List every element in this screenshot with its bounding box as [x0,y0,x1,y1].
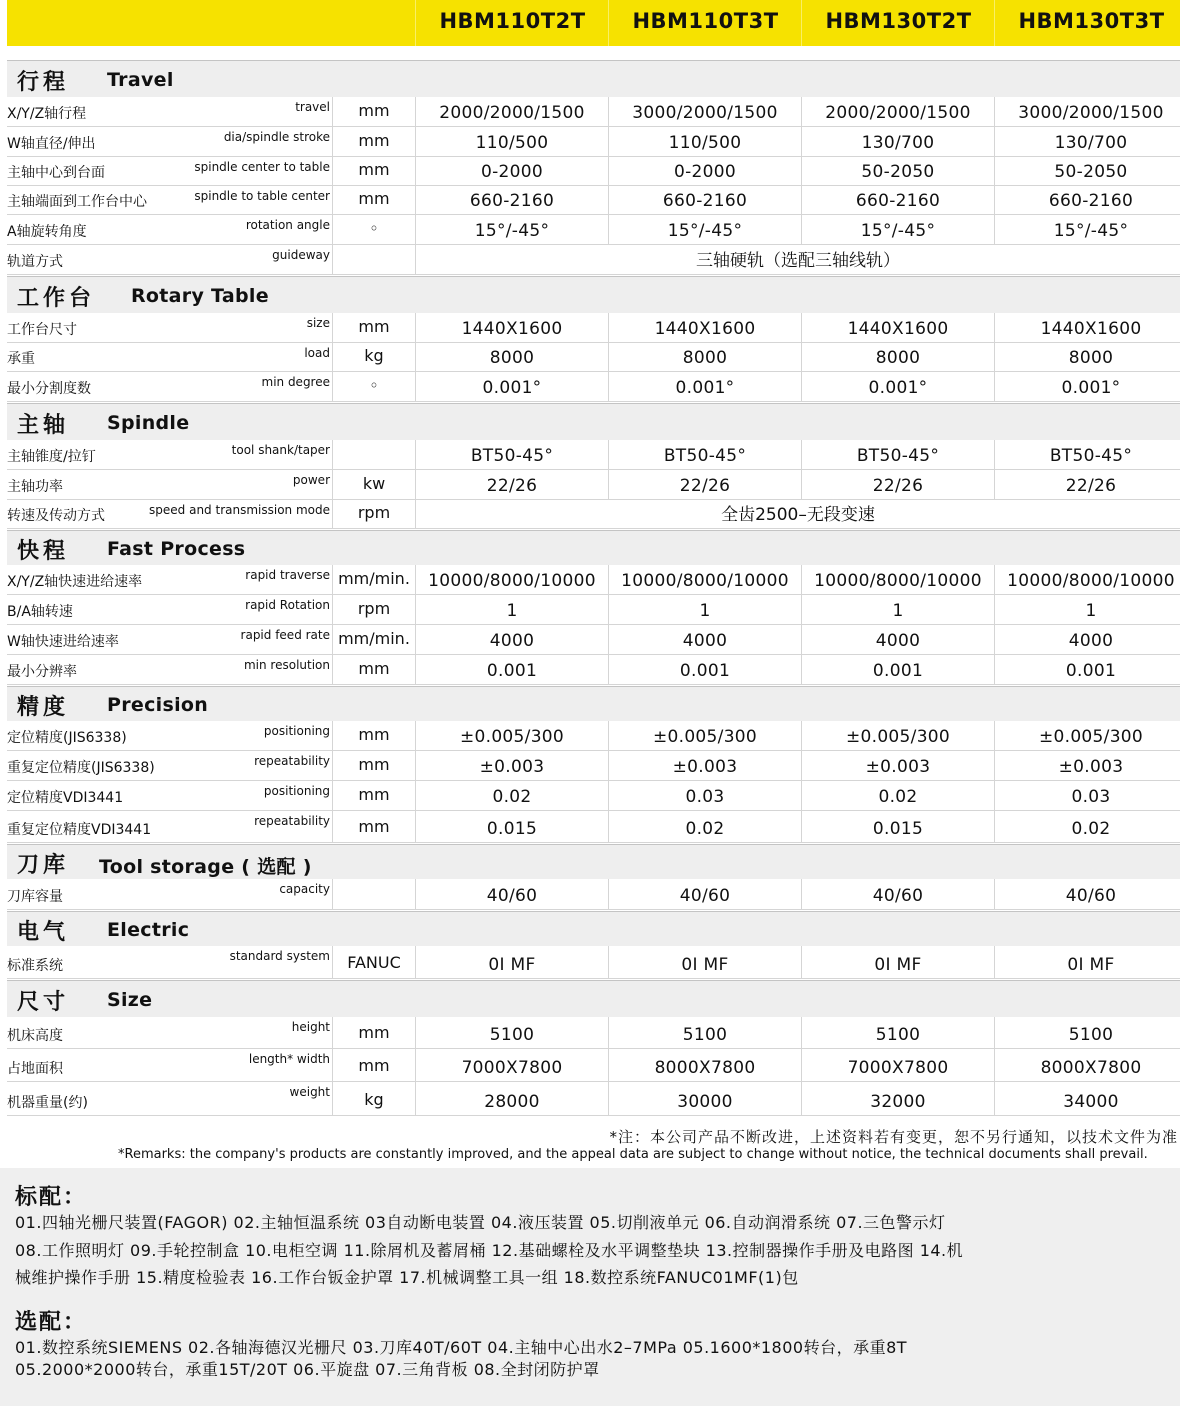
section-title-cn: 电气 [17,920,70,945]
spec-row [7,1017,1180,1049]
value-cell: 110/500 [668,133,742,153]
value-cell: 34000 [1063,1092,1119,1112]
param-name-cn: 主轴中心到台面 [7,165,105,181]
section-title-en: Electric [107,919,190,941]
value-cell: 40/60 [486,886,538,906]
section-title-cn: 行程 [17,70,70,95]
value-cell: 130/700 [1054,133,1128,153]
param-name-en: rapid Rotation [245,598,330,612]
value-cell: 10000/8000/10000 [814,571,982,591]
note-english: *Remarks: the company's products are constantly improved, and the appeal data are subject to change without notice, the technical documents shall prevail. [118,1147,1148,1162]
param-name-en: repeatability [254,754,330,768]
unit-cell: ◦ [369,376,379,395]
value-cell: ±0.005/300 [652,727,758,747]
value-cell: 660-2160 [469,191,555,211]
param-name-cn: 最小分辨率 [7,664,77,680]
value-cell: 22/26 [486,476,538,496]
param-name-en: standard system [229,949,330,963]
value-cell: 0.001 [1065,661,1117,681]
section-header [7,530,1180,565]
spec-row [7,127,1180,157]
param-name-cn: 工作台尺寸 [7,322,77,338]
param-name-en: power [292,473,330,487]
section-title-cn: 刀库 [17,853,70,878]
value-cell: 0.001° [868,378,928,398]
unit-cell: kw [362,474,386,493]
param-name-en: dia/spindle stroke [223,130,330,144]
unit-cell: mm [358,101,390,120]
value-cell: 10000/8000/10000 [621,571,789,591]
value-cell: BT50-45° [1049,446,1133,466]
value-cell: 5100 [682,1025,728,1045]
param-name-cn: A轴旋转角度 [7,224,87,240]
spec-row [7,946,1180,979]
param-name-en: repeatability [254,814,330,828]
value-cell: 3000/2000/1500 [1018,103,1164,123]
value-cell: 0.03 [1071,787,1111,807]
spec-row [7,595,1180,625]
param-name-cn: 标准系统 [7,958,63,974]
spec-row [7,440,1180,470]
param-name-en: weight [289,1085,330,1099]
value-cell: 32000 [870,1092,926,1112]
spec-row [7,781,1180,811]
spec-row [7,811,1180,843]
param-name-cn: 定位精度VDI3441 [7,790,124,806]
optional-line: 01.数控系统SIEMENS 02.各轴海德汉光栅尺 03.刀库40T/60T 04.主轴中心出水2–7MPa 05.1600*1800转台，承重8T [15,1338,908,1357]
value-cell: 110/500 [475,133,549,153]
unit-cell: mm [358,131,390,150]
spec-row [7,157,1180,186]
param-name-en: travel [295,100,330,114]
value-cell: ±0.003 [865,757,931,777]
unit-cell: mm [358,659,390,678]
spec-row [7,500,1180,529]
value-cell: BT50-45° [470,446,554,466]
value-cell: 4000 [489,631,535,651]
value-cell: 0.015 [872,819,924,839]
value-cell: 1440X1600 [654,319,756,339]
section-header [7,911,1180,946]
value-cell: ±0.003 [1058,757,1124,777]
value-cell: ±0.005/300 [845,727,951,747]
value-cell: 0I MF [681,955,729,975]
unit-cell: mm/min. [338,629,410,648]
standard-title: 标配： [15,1185,88,1210]
note-chinese: *注：本公司产品不断改进，上述资料若有变更，恕不另行通知，以技术文件为准 [609,1128,1178,1146]
unit-cell: mm [358,160,390,179]
value-cell: 0.001° [675,378,735,398]
param-name-en: positioning [263,784,330,798]
param-name-en: capacity [279,882,330,896]
value-cell: 7000X7800 [461,1058,563,1078]
value-cell: 22/26 [679,476,731,496]
section-title-cn: 精度 [17,695,70,720]
value-cell: 7000X7800 [847,1058,949,1078]
value-cell: 8000 [875,348,921,368]
value-cell: 0I MF [1067,955,1115,975]
value-cell: 0.02 [685,819,725,839]
accessories-panel [0,1168,1180,1406]
param-name-cn: 重复定位精度(JIS6338) [7,760,155,776]
section-header [7,60,1180,97]
param-name-cn: 刀库容量 [7,889,63,905]
value-cell: 15°/-45° [667,221,743,241]
value-cell: ±0.003 [479,757,545,777]
spec-row [7,372,1180,402]
param-name-en: load [304,346,330,360]
section-header [7,276,1180,313]
unit-cell: mm [358,1056,390,1075]
spec-row [7,751,1180,781]
param-name-en: min resolution [243,658,330,672]
unit-cell: kg [364,346,384,365]
optional-line: 05.2000*2000转台，承重15T/20T 06.平旋盘 07.三角背板 08.全封闭防护罩 [15,1360,600,1379]
spec-row [7,245,1180,275]
value-cell: 1440X1600 [461,319,563,339]
value-cell: 0I MF [874,955,922,975]
value-cell: 660-2160 [1048,191,1134,211]
param-name-en: rapid traverse [245,568,330,582]
value-cell: 8000X7800 [654,1058,756,1078]
model-name: HBM130T2T [825,9,972,33]
value-cell: 3000/2000/1500 [632,103,778,123]
value-cell: 0.001 [872,661,924,681]
value-cell: 0.03 [685,787,725,807]
value-cell: 10000/8000/10000 [428,571,596,591]
section-header [7,686,1180,721]
value-cell: 0I MF [488,955,536,975]
value-cell: 10000/8000/10000 [1007,571,1175,591]
standard-line: 01.四轴光栅尺装置(FAGOR) 02.主轴恒温系统 03自动断电装置 04.液压装置 05.切削液单元 06.自动润滑系统 07.三色警示灯 [15,1213,946,1232]
param-name-en: spindle to table center [194,189,330,203]
value-cell: 660-2160 [855,191,941,211]
param-name-cn: X/Y/Z轴快速进给速率 [7,574,143,590]
param-name-en: length* width [248,1052,330,1066]
value-cell: 4000 [1068,631,1114,651]
param-name-cn: 占地面积 [7,1061,63,1077]
unit-cell: mm [358,317,390,336]
section-title-cn: 尺寸 [17,990,70,1015]
param-name-en: speed and transmission mode [149,503,330,517]
optional-title: 选配： [15,1310,88,1335]
value-cell: 0.02 [1071,819,1111,839]
value-cell: 40/60 [872,886,924,906]
param-name-en: rotation angle [245,218,330,232]
unit-cell: FANUC [347,953,401,972]
value-cell: 660-2160 [662,191,748,211]
section-title-cn: 主轴 [17,413,70,438]
param-name-en: height [291,1020,330,1034]
value-cell: 1 [1085,601,1097,621]
value-cell: 0.015 [486,819,538,839]
value-cell: 0.001 [486,661,538,681]
value-cell: 0.02 [878,787,918,807]
section-title-en: Travel [107,69,174,91]
standard-line: 08.工作照明灯 09.手轮控制盒 10.电柜空调 11.除屑机及蓄屑桶 12.基础螺栓及水平调整垫块 13.控制器操作手册及电路图 14.机 [15,1241,964,1260]
param-name-cn: 最小分割度数 [7,381,91,397]
unit-cell: kg [364,1090,384,1109]
section-title-cn: 快程 [17,539,70,564]
value-cell: 2000/2000/1500 [825,103,971,123]
model-name: HBM110T2T [439,9,586,33]
value-cell: 30000 [677,1092,733,1112]
column-divider [332,440,333,469]
value-cell: 4000 [682,631,728,651]
unit-cell: mm [358,1023,390,1042]
value-cell: 5100 [875,1025,921,1045]
section-header [7,403,1180,440]
value-cell: 28000 [484,1092,540,1112]
value-cell: ±0.005/300 [459,727,565,747]
param-name-en: spindle center to table [194,160,330,174]
value-cell: ±0.005/300 [1038,727,1144,747]
unit-cell: mm [358,785,390,804]
value-cell: 50-2050 [1054,162,1128,182]
param-name-cn: 主轴锥度/拉钉 [7,449,96,465]
standard-line: 械维护操作手册 15.精度检验表 16.工作台钣金护罩 17.机械调整工具一组 18.数控系统FANUC01MF(1)包 [15,1268,799,1287]
value-cell: 8000 [1068,348,1114,368]
section-title-en: Fast Process [107,538,246,560]
spec-row [7,565,1180,595]
section-title-en: Spindle [107,412,190,434]
param-name-en: size [306,316,330,330]
unit-cell: mm [358,189,390,208]
param-name-cn: X/Y/Z轴行程 [7,106,87,122]
value-cell: 15°/-45° [1053,221,1129,241]
param-name-cn: 承重 [7,351,35,367]
param-name-en: rapid feed rate [240,628,330,642]
column-divider [332,879,333,909]
param-name-cn: 重复定位精度VDI3441 [7,822,152,838]
section-title-en: Rotary Table [131,285,269,307]
value-cell: 1 [892,601,904,621]
value-cell: 0.02 [492,787,532,807]
param-name-cn: 主轴端面到工作台中心 [7,194,147,210]
value-cell: 5100 [489,1025,535,1045]
param-name-en: positioning [263,724,330,738]
value-cell: 15°/-45° [860,221,936,241]
value-cell: 130/700 [861,133,935,153]
spec-row [7,1082,1180,1116]
value-cell: 22/26 [872,476,924,496]
param-name-cn: W轴快速进给速率 [7,634,119,650]
param-name-cn: W轴直径/伸出 [7,136,96,152]
param-name-cn: 转速及传动方式 [7,508,105,524]
value-cell: 1440X1600 [847,319,949,339]
spec-row [7,215,1180,245]
spec-row [7,97,1180,127]
param-name-cn: 轨道方式 [7,254,63,270]
column-divider [332,245,333,274]
spec-row [7,186,1180,215]
section-title-en: Size [107,989,153,1011]
value-cell: 22/26 [1065,476,1117,496]
param-name-cn: 主轴功率 [7,479,63,495]
unit-cell: mm [358,817,390,836]
value-cell: 2000/2000/1500 [439,103,585,123]
spanning-value: 三轴硬轨（选配三轴线轨） [696,251,900,271]
value-cell: 8000X7800 [1040,1058,1142,1078]
spec-row [7,1049,1180,1082]
param-name-cn: 机床高度 [7,1028,63,1044]
value-cell: 8000 [682,348,728,368]
value-cell: 1 [506,601,518,621]
spec-row [7,470,1180,500]
value-cell: 4000 [875,631,921,651]
unit-cell: mm [358,755,390,774]
spec-row [7,721,1180,751]
model-name: HBM130T3T [1018,9,1165,33]
value-cell: 8000 [489,348,535,368]
value-cell: BT50-45° [663,446,747,466]
section-title-en: Precision [107,694,209,716]
unit-cell: mm [358,725,390,744]
param-name-en: tool shank/taper [231,443,330,457]
value-cell: ±0.003 [672,757,738,777]
value-cell: 0.001 [679,661,731,681]
value-cell: 50-2050 [861,162,935,182]
value-cell: 0.001° [1061,378,1121,398]
section-header [7,980,1180,1017]
value-cell: 40/60 [679,886,731,906]
value-cell: 40/60 [1065,886,1117,906]
spec-row [7,313,1180,343]
spec-row [7,343,1180,372]
model-name: HBM110T3T [632,9,779,33]
param-name-en: guideway [272,248,330,262]
unit-cell: rpm [357,503,391,522]
section-title-en: Tool storage ( 选配 ) [99,856,312,878]
value-cell: 15°/-45° [474,221,550,241]
param-name-cn: 定位精度(JIS6338) [7,730,127,746]
section-header [7,844,1180,879]
param-name-cn: B/A轴转速 [7,604,73,620]
spec-row [7,655,1180,685]
section-title-cn: 工作台 [17,286,96,311]
spanning-value: 全齿2500–无段变速 [721,505,875,525]
spec-row [7,879,1180,910]
unit-cell: mm/min. [338,569,410,588]
value-cell: 1 [699,601,711,621]
value-cell: BT50-45° [856,446,940,466]
value-cell: 5100 [1068,1025,1114,1045]
model-header [7,0,1180,46]
param-name-cn: 机器重量(约) [7,1095,88,1111]
value-cell: 0-2000 [673,162,736,182]
value-cell: 0.001° [482,378,542,398]
value-cell: 0-2000 [480,162,543,182]
param-name-en: min degree [261,375,330,389]
spec-row [7,625,1180,655]
unit-cell: ◦ [369,219,379,238]
value-cell: 1440X1600 [1040,319,1142,339]
unit-cell: rpm [357,599,391,618]
